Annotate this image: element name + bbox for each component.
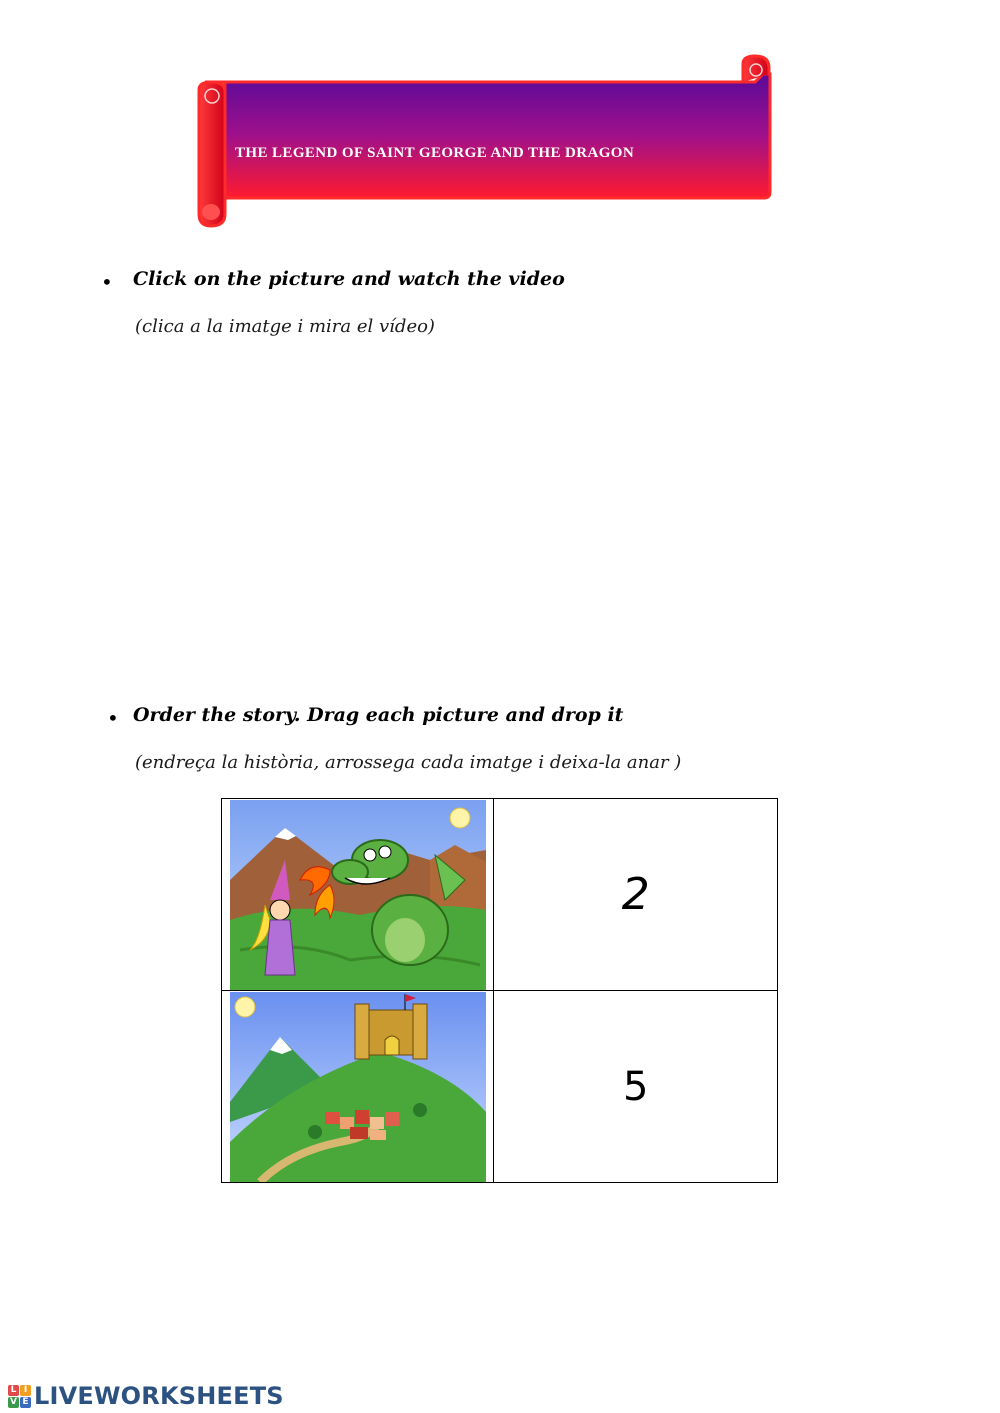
logo-icon: L I V E: [8, 1385, 31, 1408]
castle-on-hill-picture[interactable]: [222, 991, 494, 1183]
princess-and-dragon-picture[interactable]: [222, 799, 494, 991]
order-number-slot[interactable]: 2: [494, 799, 778, 991]
order-instruction-translation: (endreça la història, arrossega cada imatge i deixa-la anar ): [135, 752, 682, 773]
bullet-icon: •: [107, 706, 119, 730]
order-instruction: Order the story. Drag each picture and drop it: [133, 704, 624, 726]
table-row: [222, 991, 778, 1183]
video-area[interactable]: [135, 350, 835, 680]
title-banner: [195, 54, 775, 229]
video-instruction: Click on the picture and watch the video: [133, 268, 565, 290]
liveworksheets-logo: [8, 1382, 284, 1410]
bullet-icon: •: [101, 270, 113, 294]
dragon-illustration: [230, 800, 486, 990]
castle-illustration: [230, 992, 486, 1182]
page-title: THE LEGEND OF SAINT GEORGE AND THE DRAGON: [235, 145, 635, 161]
scroll-banner-shape: [195, 54, 775, 229]
order-number-slot[interactable]: 5: [494, 991, 778, 1183]
logo-text: LIVEWORKSHEETS: [34, 1382, 284, 1410]
table-row: [222, 799, 778, 991]
video-instruction-translation: (clica a la imatge i mira el vídeo): [135, 316, 435, 337]
ordering-table: [221, 798, 778, 1183]
